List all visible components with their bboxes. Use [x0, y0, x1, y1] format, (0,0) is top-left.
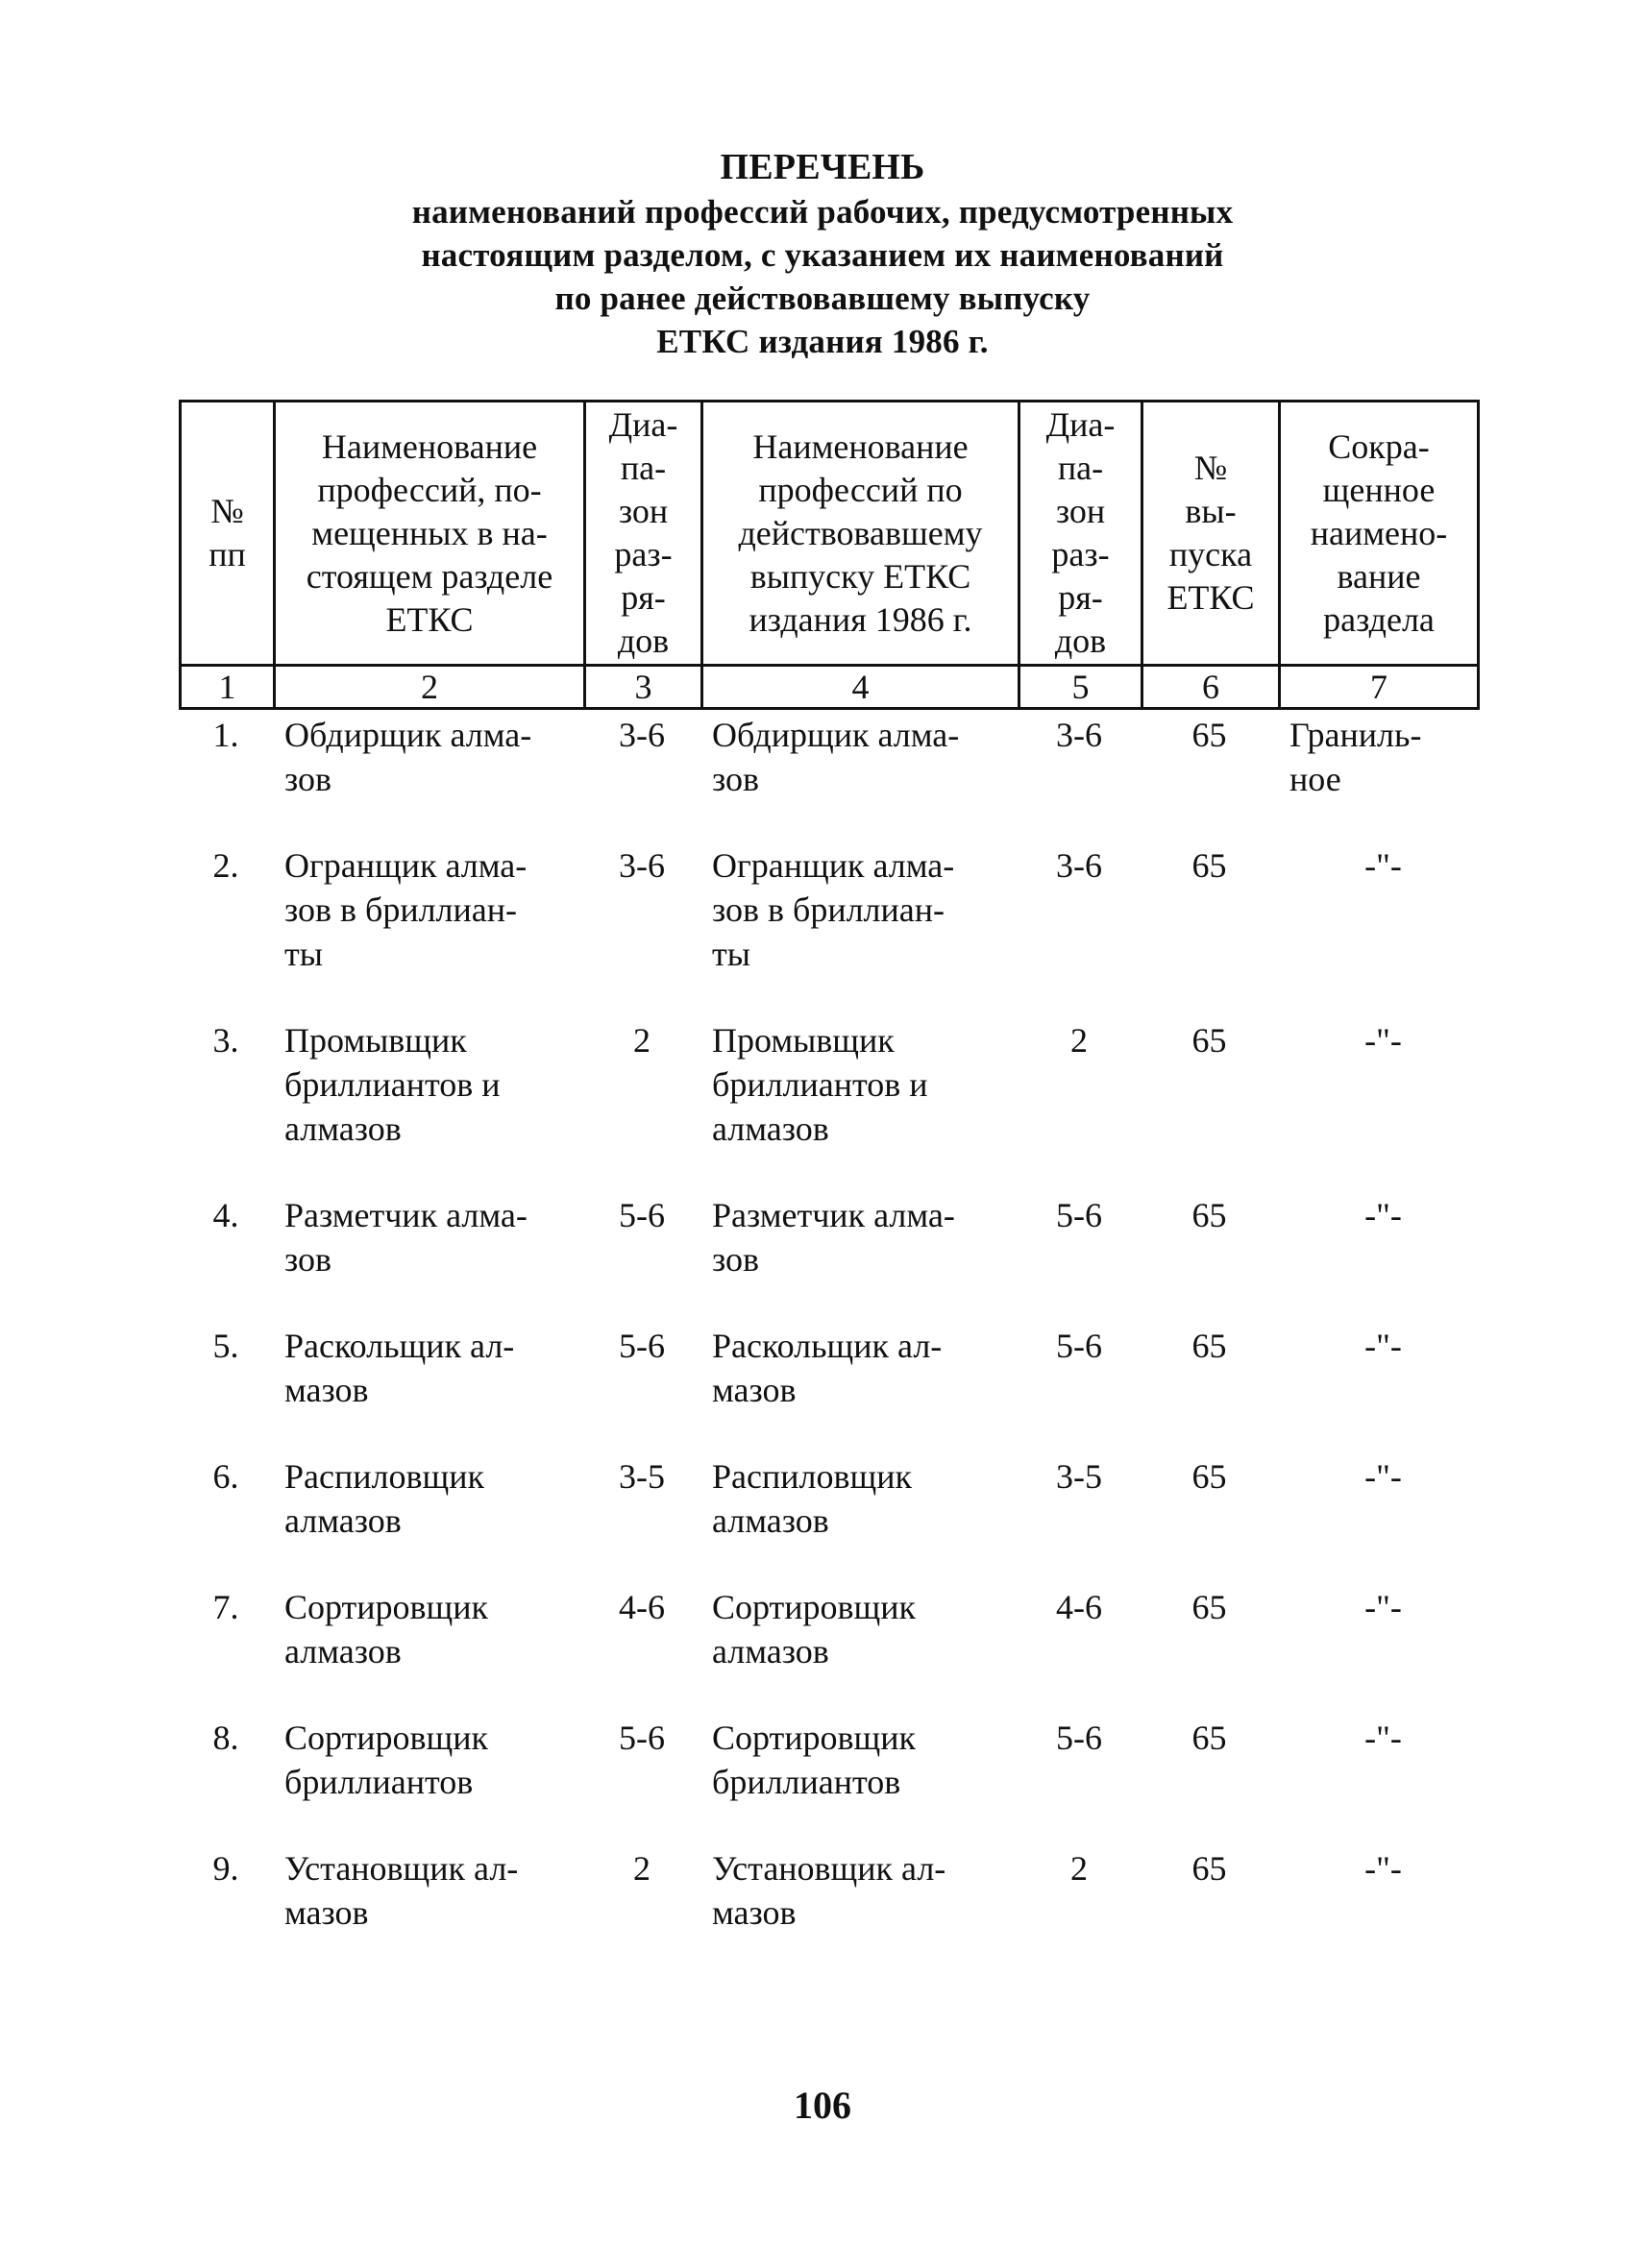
profession-name-current	[273, 1324, 583, 1454]
cell-line: Сортировщик	[712, 1719, 917, 1757]
table-row	[179, 1716, 1477, 1846]
cell-line: -"-	[1364, 1196, 1402, 1234]
cell-line: ты	[712, 935, 750, 973]
cell-line: мазов	[712, 1371, 797, 1409]
etks-issue-number: 65	[1191, 1719, 1227, 1757]
cell-line: бриллиантов	[712, 1763, 901, 1801]
cell-line: Сортировщик	[284, 1588, 489, 1626]
profession-name-1986	[700, 1018, 1018, 1193]
table-row	[179, 1018, 1477, 1193]
cell-line: Распиловщик	[284, 1457, 484, 1496]
page-number: 106	[794, 2084, 851, 2127]
cell-line: алмазов	[284, 1110, 402, 1148]
grade-range-1986: 5-6	[1056, 1719, 1102, 1757]
document-title	[0, 144, 1645, 363]
title-line-3: настоящим разделом, с указанием их наименований	[421, 236, 1224, 274]
grade-range-current: 5-6	[619, 1327, 665, 1365]
header-line: Диа-	[1045, 405, 1116, 444]
header-line: дов	[617, 622, 670, 660]
header-line: №	[1193, 449, 1228, 487]
header-line: издания 1986 г.	[749, 599, 972, 639]
cell-line: -"-	[1364, 1021, 1402, 1060]
grade-range-1986: 4-6	[1056, 1588, 1102, 1626]
title-line-2: наименований профессий рабочих, предусмотренных	[411, 193, 1234, 231]
header-line: вы-	[1185, 492, 1237, 530]
cell-line: -"-	[1364, 1849, 1402, 1888]
header-line: зон	[618, 492, 669, 530]
cell-line: Обдирщик алма-	[712, 716, 960, 754]
cell-line: зов в бриллиан-	[712, 890, 945, 929]
cell-line: бриллиантов	[284, 1763, 474, 1801]
header-line: №	[210, 492, 244, 530]
header-cell-6	[1142, 402, 1280, 666]
cell-line: -"-	[1364, 1588, 1402, 1626]
cell-line: мазов	[284, 1371, 369, 1409]
column-number-cell: 5	[1019, 666, 1142, 709]
section-short-name	[1278, 1324, 1477, 1454]
cell-line: Установщик ал-	[712, 1849, 946, 1888]
cell-line: Промывщик	[284, 1021, 467, 1060]
header-row	[181, 402, 1479, 666]
cell-line: алмазов	[712, 1632, 829, 1671]
cell-line: Граниль-	[1289, 716, 1422, 754]
profession-name-1986	[700, 1846, 1018, 1977]
row-number: 5.	[212, 1327, 239, 1365]
grade-range-current: 5-6	[619, 1719, 665, 1757]
table-row	[179, 843, 1477, 1018]
header-line: наимено-	[1310, 513, 1448, 552]
professions-table-body	[179, 713, 1477, 1977]
grade-range-1986: 5-6	[1056, 1196, 1102, 1234]
cell-line: алмазов	[284, 1501, 402, 1540]
cell-line: Сортировщик	[712, 1588, 917, 1626]
cell-line: мазов	[284, 1893, 369, 1932]
table-row	[179, 1585, 1477, 1716]
profession-name-current	[273, 1193, 583, 1324]
section-short-name	[1278, 1585, 1477, 1716]
header-line: Диа-	[608, 405, 678, 444]
header-line: ЕТКС	[385, 599, 474, 639]
etks-issue-number: 65	[1191, 1588, 1227, 1626]
cell-line: Огранщик алма-	[712, 846, 955, 885]
column-number-cell: 3	[585, 666, 702, 709]
header-line: профессий, по-	[317, 470, 542, 509]
etks-issue-number: 65	[1191, 1327, 1227, 1365]
cell-line: -"-	[1364, 846, 1402, 885]
header-line: раздела	[1323, 599, 1435, 639]
column-number-cell: 4	[702, 666, 1019, 709]
profession-name-current	[273, 713, 583, 843]
header-line: вание	[1337, 556, 1421, 596]
profession-name-1986	[700, 1324, 1018, 1454]
etks-issue-number: 65	[1191, 716, 1227, 754]
cell-line: Огранщик алма-	[284, 846, 528, 885]
profession-name-1986	[700, 843, 1018, 1018]
grade-range-1986: 2	[1070, 1849, 1088, 1888]
grade-range-current: 5-6	[619, 1196, 665, 1234]
table-row	[179, 1846, 1477, 1977]
header-line: пп	[209, 535, 246, 573]
header-cell-2	[275, 402, 585, 666]
header-line: зон	[1055, 492, 1106, 530]
profession-name-current	[273, 1846, 583, 1977]
cell-line: алмазов	[284, 1632, 402, 1671]
header-line: ря-	[621, 578, 666, 617]
grade-range-current: 3-6	[619, 846, 665, 885]
cell-line: Разметчик алма-	[712, 1196, 955, 1234]
cell-line: Раскольщик ал-	[284, 1327, 515, 1365]
row-number: 9.	[212, 1849, 239, 1888]
header-cell-1	[181, 402, 275, 666]
row-number: 7.	[212, 1588, 239, 1626]
table-row	[179, 1324, 1477, 1454]
etks-issue-number: 65	[1191, 1457, 1227, 1496]
professions-table-header	[179, 400, 1480, 710]
grade-range-1986: 5-6	[1056, 1327, 1102, 1365]
grade-range-1986: 3-6	[1056, 846, 1102, 885]
column-number-cell: 6	[1142, 666, 1280, 709]
cell-line: бриллиантов и	[284, 1065, 501, 1104]
header-line: дов	[1054, 622, 1107, 660]
section-short-name	[1278, 1018, 1477, 1193]
cell-line: алмазов	[712, 1501, 829, 1540]
grade-range-current: 2	[633, 1849, 651, 1888]
cell-line: -"-	[1364, 1327, 1402, 1365]
column-number-cell: 1	[181, 666, 275, 709]
header-line: раз-	[614, 535, 673, 573]
section-short-name	[1278, 843, 1477, 1018]
header-line: мещенных в на-	[311, 513, 548, 552]
cell-line: -"-	[1364, 1719, 1402, 1757]
cell-line: ты	[284, 935, 323, 973]
row-number: 1.	[212, 716, 239, 754]
header-line: пуска	[1168, 535, 1253, 573]
row-number: 4.	[212, 1196, 239, 1234]
header-line: Наименование	[321, 427, 538, 466]
header-line: ЕТКС	[1166, 578, 1255, 617]
profession-name-current	[273, 1716, 583, 1846]
row-number: 3.	[212, 1021, 239, 1060]
cell-line: мазов	[712, 1893, 797, 1932]
section-short-name	[1278, 1846, 1477, 1977]
header-line: Наименование	[752, 427, 969, 466]
cell-line: Обдирщик алма-	[284, 716, 532, 754]
profession-name-1986	[700, 713, 1018, 843]
etks-issue-number: 65	[1191, 1196, 1227, 1234]
title-line-1: ПЕРЕЧЕНЬ	[720, 147, 925, 187]
cell-line: алмазов	[712, 1110, 829, 1148]
cell-line: Раскольщик ал-	[712, 1327, 943, 1365]
profession-name-1986	[700, 1585, 1018, 1716]
section-short-name	[1278, 1454, 1477, 1585]
header-line: раз-	[1051, 535, 1110, 573]
title-line-5: ЕТКС издания 1986 г.	[656, 323, 989, 360]
grade-range-current: 2	[633, 1021, 651, 1060]
profession-name-current	[273, 1585, 583, 1716]
cell-line: зов в бриллиан-	[284, 890, 518, 929]
grade-range-current: 4-6	[619, 1588, 665, 1626]
cell-line: зов	[284, 760, 332, 798]
cell-line: Разметчик алма-	[284, 1196, 528, 1234]
header-line: ря-	[1058, 578, 1103, 617]
header-line: Сокра-	[1328, 427, 1430, 466]
grade-range-current: 3-6	[619, 716, 665, 754]
cell-line: Промывщик	[712, 1021, 895, 1060]
cell-line: зов	[284, 1240, 332, 1279]
profession-name-1986	[700, 1716, 1018, 1846]
profession-name-current	[273, 1018, 583, 1193]
profession-name-1986	[700, 1454, 1018, 1585]
row-number: 2.	[212, 846, 239, 885]
row-number: 8.	[212, 1719, 239, 1757]
header-line: профессий по	[758, 470, 963, 509]
header-cell-3	[585, 402, 702, 666]
profession-name-current	[273, 843, 583, 1018]
row-number: 6.	[212, 1457, 239, 1496]
section-short-name	[1278, 1716, 1477, 1846]
etks-issue-number: 65	[1191, 1021, 1227, 1060]
cell-line: Установщик ал-	[284, 1849, 519, 1888]
grade-range-1986: 2	[1070, 1021, 1088, 1060]
cell-line: бриллиантов и	[712, 1065, 928, 1104]
header-line: па-	[620, 449, 667, 487]
cell-line: -"-	[1364, 1457, 1402, 1496]
title-line-4: по ранее действовавшему выпуску	[554, 280, 1091, 317]
column-number-cell: 7	[1280, 666, 1479, 709]
section-short-name	[1278, 713, 1477, 843]
grade-range-1986: 3-5	[1056, 1457, 1102, 1496]
column-number-row	[181, 666, 1479, 709]
header-line: действовавшему	[738, 513, 983, 552]
header-line: стоящем разделе	[306, 556, 553, 596]
cell-line: Сортировщик	[284, 1719, 489, 1757]
grade-range-current: 3-5	[619, 1457, 665, 1496]
table-row	[179, 713, 1477, 843]
etks-issue-number: 65	[1191, 1849, 1227, 1888]
grade-range-1986: 3-6	[1056, 716, 1102, 754]
column-number-cell: 2	[275, 666, 585, 709]
header-cell-7	[1280, 402, 1479, 666]
header-line: щенное	[1322, 470, 1436, 509]
profession-name-current	[273, 1454, 583, 1585]
header-cell-4	[702, 402, 1019, 666]
cell-line: зов	[712, 1240, 760, 1279]
cell-line: ное	[1289, 760, 1341, 798]
section-short-name	[1278, 1193, 1477, 1324]
cell-line: Распиловщик	[712, 1457, 912, 1496]
etks-issue-number: 65	[1191, 846, 1227, 885]
table-row	[179, 1193, 1477, 1324]
table-row	[179, 1454, 1477, 1585]
header-cell-5	[1019, 402, 1142, 666]
header-line: выпуску ЕТКС	[749, 556, 971, 596]
cell-line: зов	[712, 760, 760, 798]
profession-name-1986	[700, 1193, 1018, 1324]
header-line: па-	[1057, 449, 1104, 487]
